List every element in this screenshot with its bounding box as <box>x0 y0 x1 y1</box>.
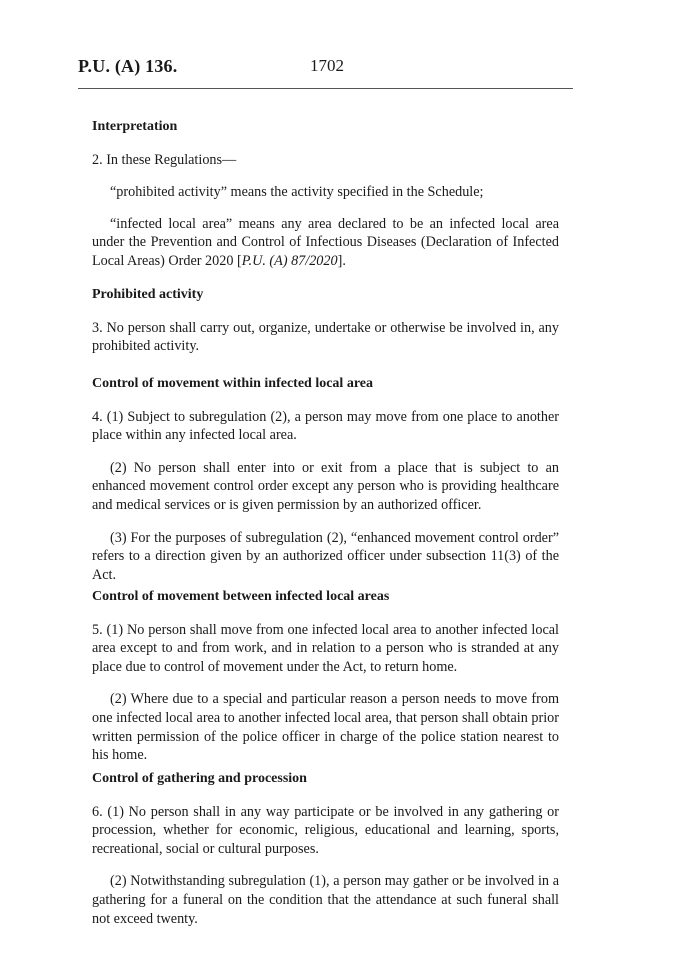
section-movement-within <box>92 375 559 584</box>
section-heading: Interpretation <box>92 119 178 134</box>
definition-end: ]. <box>337 252 346 269</box>
section-interpretation <box>92 118 559 271</box>
paragraph: (2) No person shall enter into or exit from a place that is subject to an enhanced movement control order except any person who is providing healthcare and medical services or is given permission by an authorized officer. <box>92 459 559 513</box>
section-heading: Control of movement between infected local areas <box>92 589 390 604</box>
section-heading: Control of movement within infected local area <box>92 376 373 391</box>
section-prohibited-activity <box>92 286 559 356</box>
page-number: 1702 <box>310 56 344 75</box>
section-heading: Prohibited activity <box>92 287 204 302</box>
paragraph: (2) Where due to a special and particular reason a person needs to move from one infected local area to another infected local area, that person shall obtain prior written permission of the police officer in charge of the police station nearest to his home. <box>92 691 559 764</box>
document-reference: P.U. (A) 136. <box>78 56 178 76</box>
paragraph: (2) Notwithstanding subregulation (1), a person may gather or be involved in a gathering for a funeral on the condition that the attendance at such funeral shall not exceed twenty. <box>92 873 559 927</box>
definition-prohibited-activity: “prohibited activity” means the activity specified in the Schedule; <box>110 184 484 201</box>
section-gathering <box>92 770 559 928</box>
section-heading: Control of gathering and procession <box>92 771 307 786</box>
paragraph: (3) For the purposes of subregulation (2), “enhanced movement control order” refers to a direction given by an authorized officer under subsection 11(3) of the Act. <box>92 529 559 583</box>
paragraph: 4. (1) Subject to subregulation (2), a person may move from one place to another place within any infected local area. <box>92 408 559 444</box>
definition-infected-local-area <box>92 215 559 271</box>
definition-text: “infected local area” means any area declared to be an infected local area under the Prevention and Control of Infectious Diseases (Declaration of Infected Local Areas) Order 2020 [ <box>92 215 559 269</box>
paragraph: 6. (1) No person shall in any way participate or be involved in any gathering or procession, whether for economic, religious, educational and learning, sports, recreational, social or cultural purposes. <box>92 803 559 857</box>
paragraph: 3. No person shall carry out, organize, undertake or otherwise be involved in, any prohibited activity. <box>92 319 559 355</box>
page-header <box>78 56 573 89</box>
paragraph: 5. (1) No person shall move from one infected local area to another infected local area except to and from work, and in relation to a person who is stranded at any place due to control of movement under the Act, to return home. <box>92 621 559 675</box>
legal-citation: P.U. (A) 87/2020 <box>241 252 338 269</box>
paragraph: 2. In these Regulations— <box>92 151 237 168</box>
section-movement-between <box>92 588 559 765</box>
